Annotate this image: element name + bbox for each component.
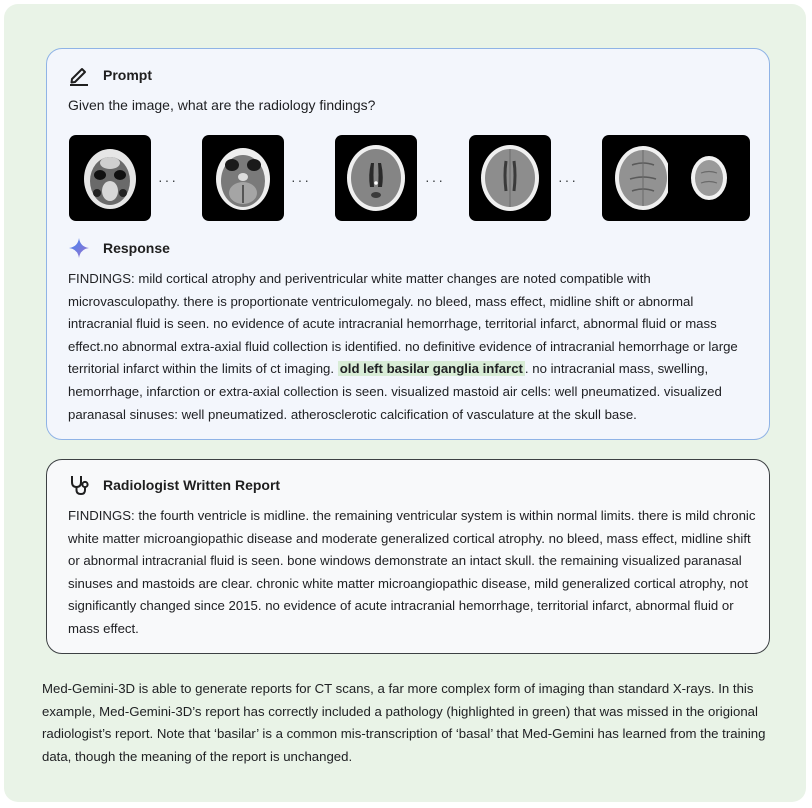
pen-icon bbox=[68, 64, 90, 86]
prompt-heading: Prompt bbox=[103, 67, 152, 83]
response-findings bbox=[68, 268, 758, 426]
missed-pathology-highlight: old left basilar ganglia infarct bbox=[339, 361, 523, 377]
scan-separator-2: ··· bbox=[291, 172, 311, 188]
ct-scan-image-2 bbox=[202, 135, 284, 221]
stethoscope-icon bbox=[68, 474, 90, 496]
prompt-response-card bbox=[46, 48, 770, 440]
ct-scan-image-1 bbox=[69, 135, 151, 221]
report-findings: FINDINGS: the fourth ventricle is midline. the remaining ventricular system is within normal limits. there is mild chronic white matter microangiopathic disease and moderate generalized cortical atrophy. no bleed, mass effect, midline shift or abnormal intracranial fluid is seen. bone windows demonstrate an intact skull. the remaining visualized paranasal sinuses and mastoids are clear. chronic white matter microangiopathic disease, mild generalized cortical atrophy, not significantly changed since 2015. no evidence of acute intracranial hemorrhage, territorial infarct, abnormal fluid or mass effect. bbox=[68, 508, 756, 636]
response-text-before: FINDINGS: mild cortical atrophy and periventricular white matter changes are noted compatible with microvasculopathy. there is proportionate ventriculomegaly. no bleed, mass effect, midline shift or abnormal intracranial fluid is seen. no evidence of acute intracranial hemorrhage, territorial infarct, abnormal fluid or mass effect.no abnormal extra-axial fluid collection is identified. no definitive evidence of intracranial hemorrhage or large territorial infarct within the limits of ct imaging. bbox=[68, 271, 738, 377]
prompt-header bbox=[68, 64, 152, 86]
ct-scan-strip bbox=[69, 135, 749, 221]
figure-panel bbox=[4, 4, 806, 802]
figure-caption: Med-Gemini-3D is able to generate reports for CT scans, a far more complex form of imaging than standard X-rays. In this example, Med-Gemini-3D’s report has correctly included a pathology (highlighted in green) that was missed in the origional radiologist’s report. Note that ‘basilar’ is a common mis-transcription of ‘basal’ that Med-Gemini has learned from the training data, though the meaning of the report is unchanged. bbox=[42, 681, 766, 764]
ct-scan-image-4 bbox=[469, 135, 551, 221]
report-header bbox=[68, 474, 280, 496]
report-heading: Radiologist Written Report bbox=[103, 477, 281, 493]
scan-separator-3: ··· bbox=[425, 172, 445, 188]
ct-scan-image-3 bbox=[335, 135, 417, 221]
response-header bbox=[68, 237, 170, 259]
response-text-after: . no intracranial mass, swelling, hemorrhage, infarction or extra-axial collection is seen. visualized mastoid air cells: well pneumatized. visualized paranasal sinuses: well pneumatized. atherosclerotic calcification of vasculature at the skull base. bbox=[68, 361, 722, 422]
scan-separator-1: ··· bbox=[158, 172, 178, 188]
ct-scan-image-6 bbox=[668, 135, 750, 221]
scan-separator-4: ··· bbox=[558, 172, 578, 188]
sparkle-icon bbox=[68, 237, 90, 259]
prompt-question: Given the image, what are the radiology findings? bbox=[68, 97, 376, 113]
response-heading: Response bbox=[103, 240, 170, 256]
radiologist-report-card bbox=[46, 459, 770, 654]
